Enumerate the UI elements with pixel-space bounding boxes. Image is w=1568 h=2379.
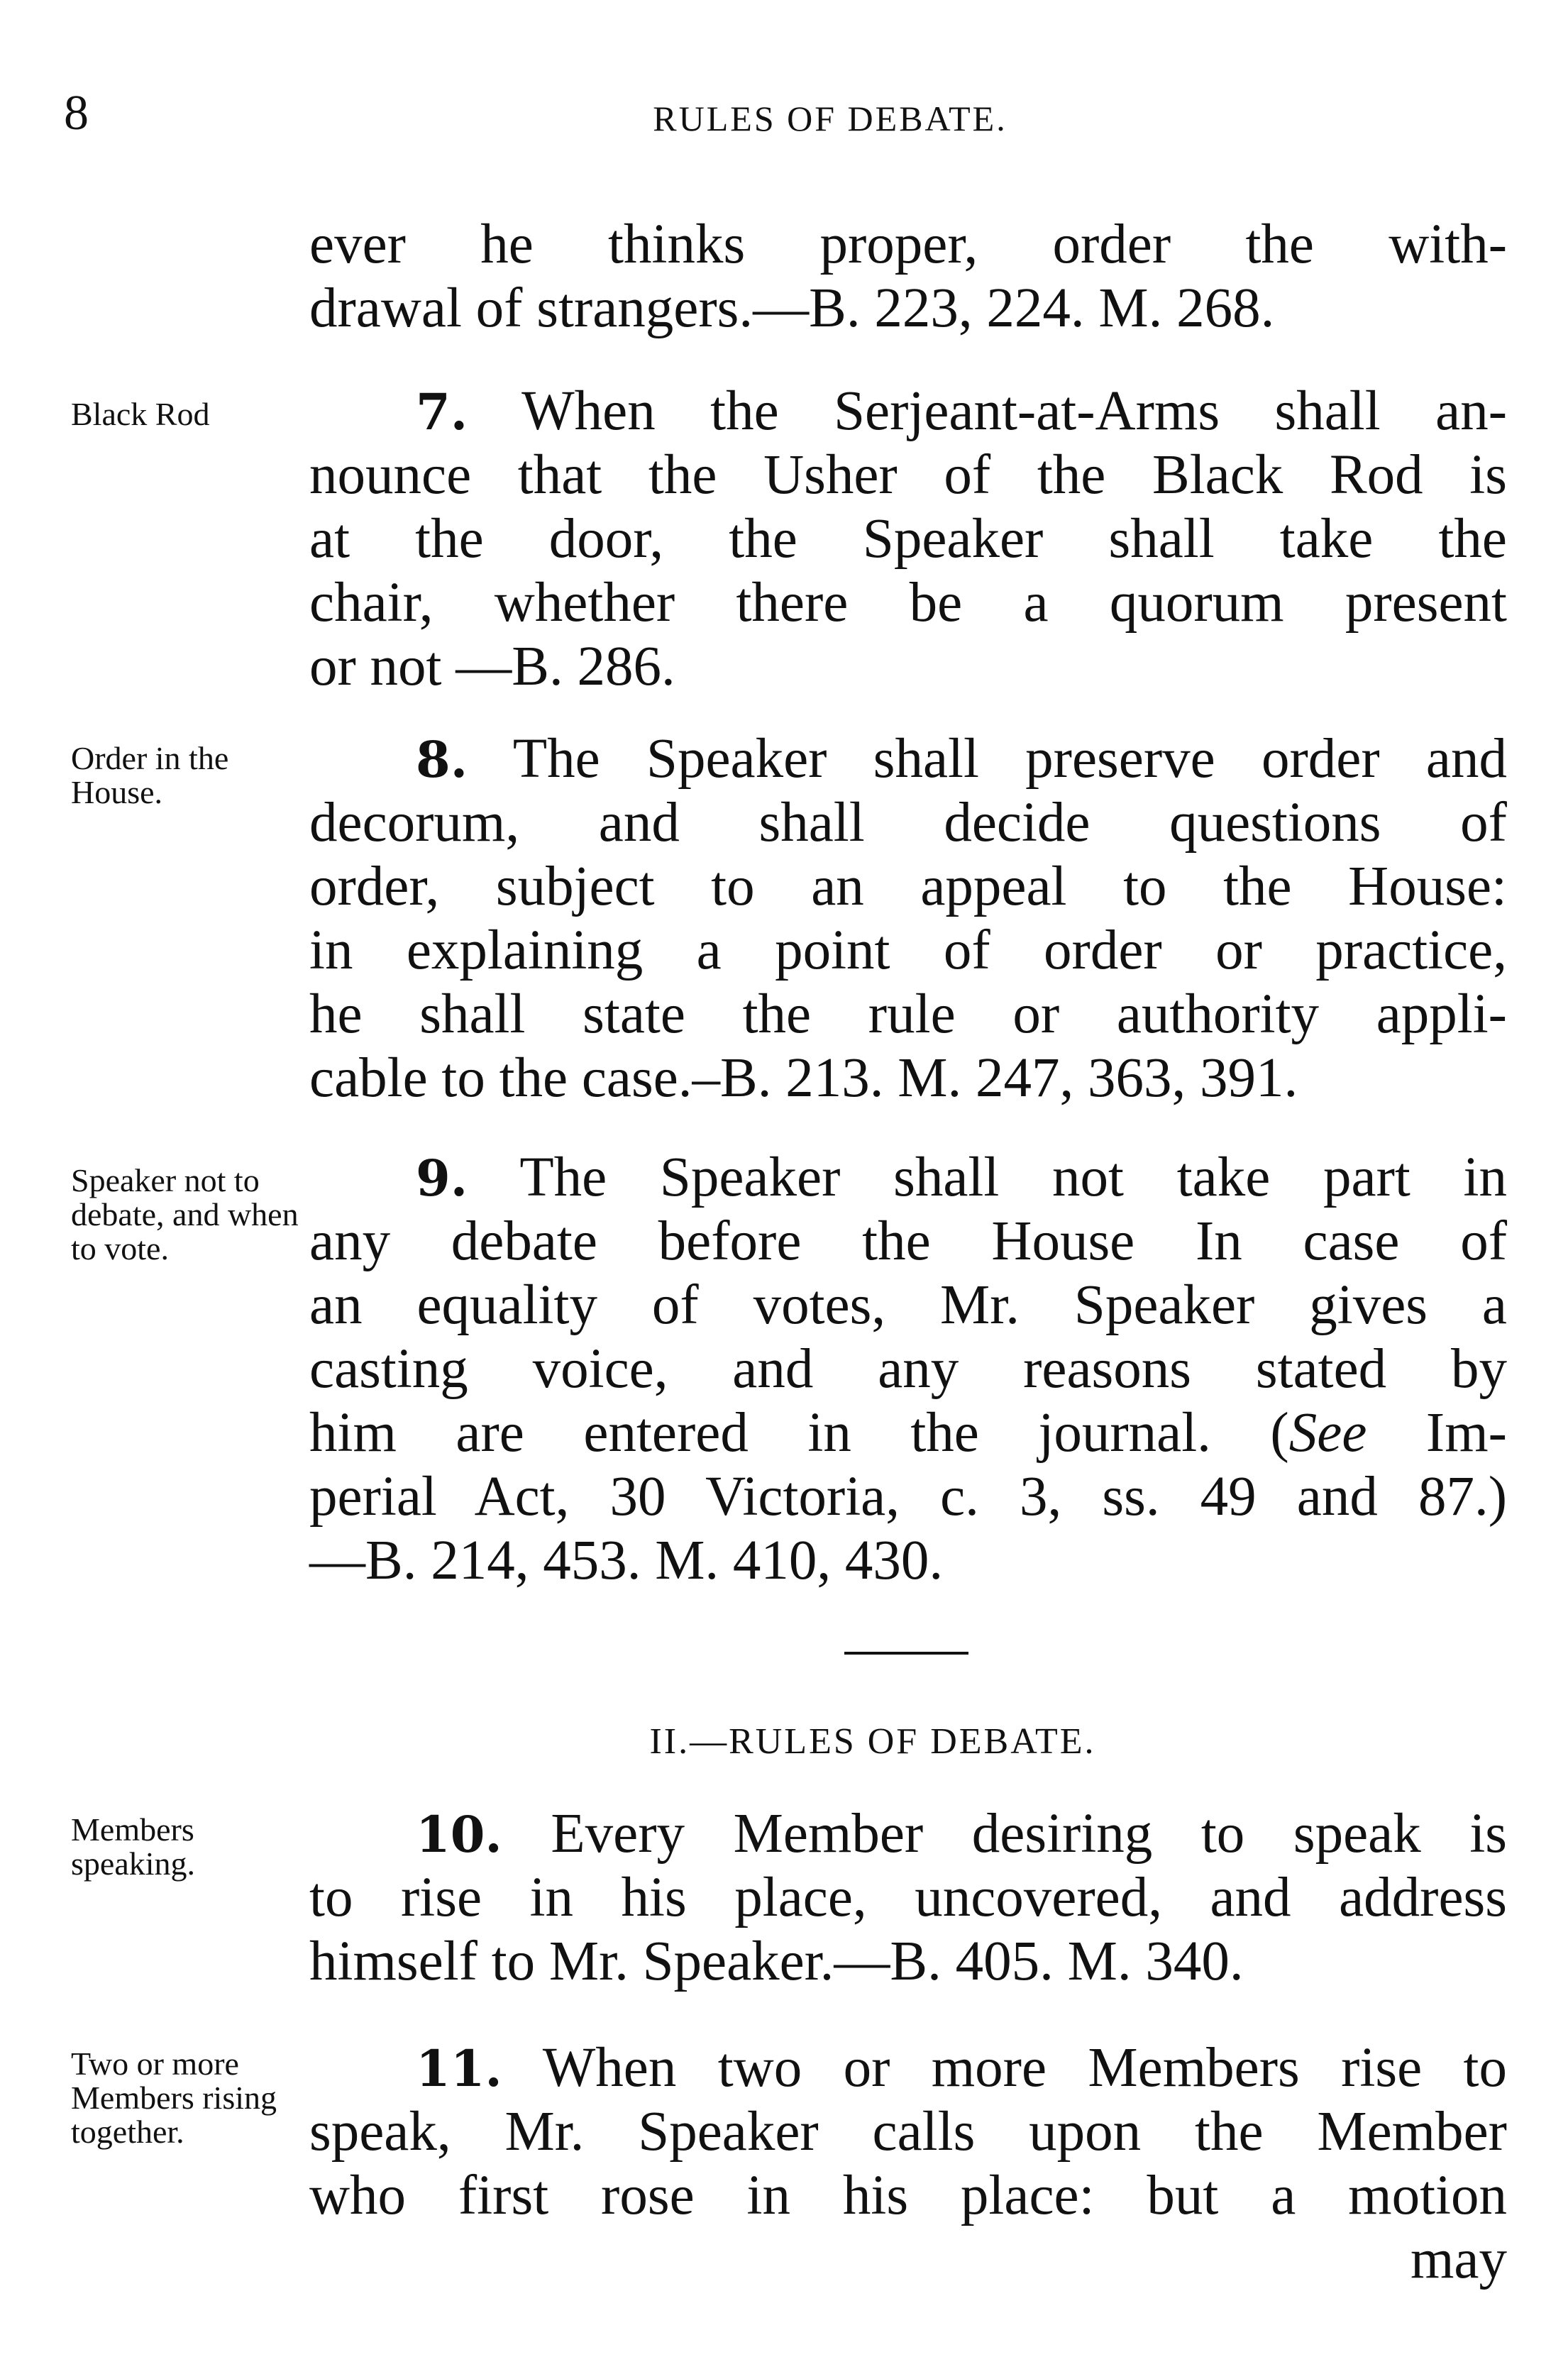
italic-see: See — [1288, 1402, 1367, 1464]
text-line: any debate before the House In case of — [309, 1210, 1507, 1272]
rule-7 — [309, 380, 1507, 699]
text-line: 11. When two or more Members rise to — [416, 2037, 1508, 2099]
sidenote-speaker-not-to-debate: Speaker not to debate, and when to vote. — [71, 1162, 299, 1266]
text-line: him are entered in the journal. (See Im- — [309, 1402, 1507, 1464]
text-line: an equality of votes, Mr. Speaker gives a — [309, 1274, 1507, 1336]
text-line: himself to Mr. Speaker.—B. 405. M. 340. — [309, 1931, 1244, 1992]
section-divider — [844, 1652, 968, 1655]
rule-number: 11. — [416, 2039, 502, 2098]
text-line: 10. Every Member desiring to speak is — [416, 1803, 1508, 1865]
text-line: or not —B. 286. — [309, 636, 675, 697]
sidenote-members-speaking: Members speaking. — [71, 1811, 196, 1882]
sidenote-order-in-house: Order in the House. — [71, 740, 229, 810]
text-line: 7. When the Serjeant-at-Arms shall an- — [416, 380, 1507, 442]
text-line: he shall state the rule or authority appli- — [309, 983, 1507, 1045]
text-line: chair, whether there be a quorum present — [309, 572, 1507, 634]
rule-number: 7. — [416, 382, 468, 441]
text-line: who first rose in his place: but a motion — [309, 2165, 1507, 2226]
rule-10 — [309, 1802, 1507, 1994]
text-line: perial Act, 30 Victoria, c. 3, ss. 49 and 87.) — [309, 1466, 1507, 1528]
text-line: at the door, the Speaker shall take the — [309, 508, 1507, 570]
text-line: to rise in his place, uncovered, and address — [309, 1867, 1507, 1928]
text-line: in explaining a point of order or practice, — [309, 920, 1507, 981]
rule-9 — [309, 1146, 1507, 1593]
rule-8 — [309, 727, 1507, 1110]
rule-number: 9. — [416, 1149, 468, 1208]
page-number: 8 — [64, 86, 89, 140]
text-line: 8. The Speaker shall preserve order and — [416, 728, 1507, 790]
continuation-paragraph — [309, 213, 1507, 341]
text-line: casting voice, and any reasons stated by — [309, 1338, 1507, 1400]
text-line: 9. The Speaker shall not take part in — [416, 1147, 1507, 1208]
text-line: —B. 214, 453. M. 410, 430. — [309, 1530, 944, 1591]
running-title: RULES OF DEBATE. — [653, 99, 1007, 138]
rule-number: 8. — [416, 730, 468, 789]
sidenote-two-or-more: Two or more Members rising together. — [71, 2046, 277, 2150]
rule-number: 10. — [416, 1805, 502, 1864]
text-line: ever he thinks proper, order the with- — [309, 214, 1507, 275]
text-line: nounce that the Usher of the Black Rod is — [309, 444, 1507, 506]
sidenote-black-rod: Black Rod — [71, 396, 210, 432]
rule-11 — [309, 2036, 1507, 2292]
text-line: cable to the case.–B. 213. M. 247, 363, 391. — [309, 1047, 1298, 1109]
running-head — [64, 85, 1518, 156]
text-line: order, subject to an appeal to the House: — [309, 856, 1507, 917]
section-heading: II.—RULES OF DEBATE. — [649, 1721, 1096, 1762]
text-line: drawal of strangers.—B. 223, 224. M. 268. — [309, 277, 1275, 339]
text-line: speak, Mr. Speaker calls upon the Member — [309, 2101, 1507, 2163]
text-line: decorum, and shall decide questions of — [309, 792, 1507, 854]
catchword: may — [1410, 2229, 1507, 2290]
